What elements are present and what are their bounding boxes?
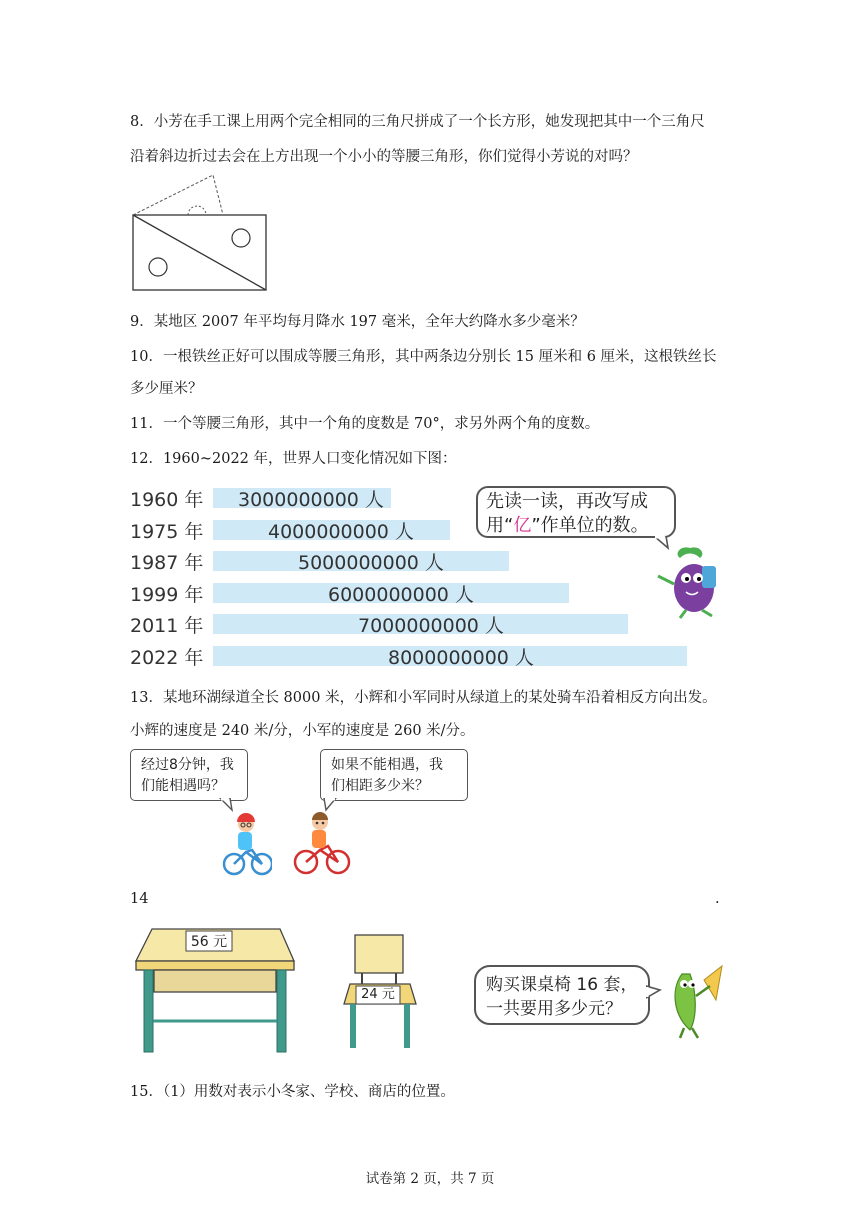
page-footer: 试卷第 2 页，共 7 页 [365,1171,495,1187]
q8-line1: 8．小芳在手工课上用两个完全相同的三角尺拼成了一个长方形，她发现把其中一个三角尺 [130,114,705,130]
bar-year-label: 1987 年 [130,552,204,575]
bar-value-label: 5000000000 人 [298,552,444,575]
chair-price-label: 24 元 [361,987,395,1002]
bar-value-label: 7000000000 人 [358,615,504,638]
q12-line1: 12．1960~2022 年，世界人口变化情况如下图： [130,451,457,467]
q9-line1: 9．某地区 2007 年平均每月降水 197 毫米，全年大约降水多少毫米？ [130,314,585,330]
q13-bubble1-line2: 们能相遇吗？ [141,778,225,794]
q10-line2: 多少厘米？ [130,381,203,397]
desk-price-label: 56 元 [190,934,228,950]
cyclist-boy-2-illustration [292,810,354,878]
q13-speech-bubble-1 [130,749,248,801]
bar-year-label: 2022 年 [130,647,204,669]
bar-value-label: 3000000000 人 [238,489,384,511]
cyclist-boy-1-illustration [222,810,272,878]
q12-bubble-line1: 先读一读，再改写成 [486,491,648,512]
green-bean-mascot-illustration [660,960,730,1040]
q14-trailing-dot: . [715,891,720,907]
bar-year-label: 2011 年 [130,615,204,638]
q13-line2: 小辉的速度是 240 米/分，小军的速度是 260 米/分。 [130,723,475,739]
q13-bubble2-line1: 如果不能相遇，我 [331,757,443,773]
bar-year-label: 1999 年 [130,583,204,606]
q12-bubble-line2: 用“亿”作单位的数。 [486,515,649,536]
eggplant-mascot-illustration [650,540,730,620]
bar-year-label: 1975 年 [130,520,204,543]
q11-line1: 11．一个等腰三角形，其中一个角的度数是 70°，求另外两个角的度数。 [130,416,600,432]
q14-bubble-line1: 购买课桌椅 16 套， [486,975,638,995]
q13-bubble1-line1: 经过8分钟，我 [141,757,234,773]
bar-value-label: 6000000000 人 [328,583,474,606]
q12-speech-bubble [476,486,676,538]
q8-line2: 沿着斜边折过去会在上方出现一个小小的等腰三角形，你们觉得小芳说的对吗？ [130,149,638,165]
q13-line1: 13．某地环湖绿道全长 8000 米，小辉和小军同时从绿道上的某处骑车沿着相反方向出发。 [130,690,717,706]
q14-number: 14 [130,891,149,907]
q15-line1: 15．（1）用数对表示小冬家、学校、商店的位置。 [130,1084,455,1100]
q13-bubble2-line2: 们相距多少米？ [331,778,429,794]
bar-value-label: 8000000000 人 [388,647,534,669]
bar-value-label: 4000000000 人 [268,520,414,543]
bar-year-label: 1960 年 [130,489,204,511]
q14-bubble-line2: 一共要用多少元？ [486,999,622,1019]
q14-speech-bubble [474,965,650,1025]
folded-rectangle-figure [128,170,273,295]
q10-line1: 10．一根铁丝正好可以围成等腰三角形，其中两条边分别长 15 厘米和 6 厘米，这根铁丝长 [130,349,717,365]
q13-speech-bubble-2 [320,749,468,801]
